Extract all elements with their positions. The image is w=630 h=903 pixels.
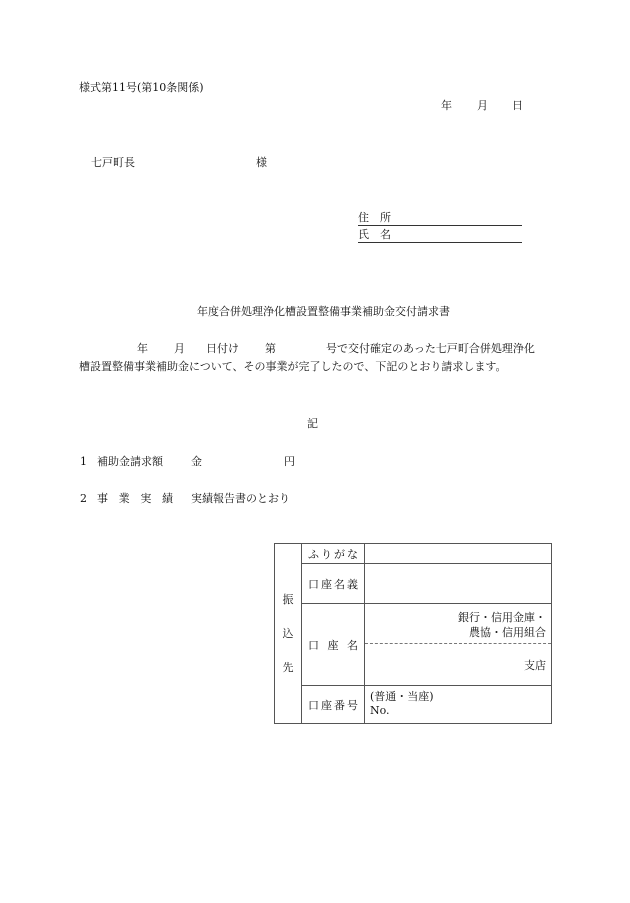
- body-year: 年: [137, 342, 148, 355]
- furigana-field[interactable]: [365, 544, 552, 564]
- account-name-field[interactable]: [365, 604, 552, 686]
- account-number-field[interactable]: [365, 686, 552, 724]
- bank-types-line2: 農協・信用組合: [469, 626, 546, 639]
- account-number-label: 口 座 番 号: [302, 686, 365, 724]
- item-1-value-prefix: 金: [191, 455, 202, 468]
- addressee-honorific: 様: [256, 156, 267, 169]
- body-day: 日付け: [206, 342, 239, 355]
- transfer-destination-label: [275, 544, 302, 724]
- side-label-char: 先: [282, 661, 294, 674]
- side-label-char: 振: [282, 593, 294, 606]
- applicant-address-line[interactable]: [358, 212, 522, 226]
- bank-types-line1: 銀行・信用金庫・: [458, 611, 546, 624]
- account-holder-field[interactable]: [365, 564, 552, 604]
- side-label-char: 込: [282, 627, 294, 640]
- date-day-label: 日: [512, 99, 523, 112]
- document-title: [197, 306, 450, 317]
- body-month: 月: [174, 342, 185, 355]
- ki-label: 記: [307, 417, 318, 430]
- item-2-label: [97, 493, 173, 504]
- item-2-number: 2: [80, 492, 87, 505]
- account-type-options: (普通・当座): [370, 690, 434, 703]
- date-year-label: 年: [441, 99, 452, 112]
- item-2-label-char: 績: [161, 492, 173, 505]
- item-2-label-char: 業: [118, 492, 130, 505]
- account-number-prefix: No.: [370, 704, 390, 717]
- bank-transfer-table: [274, 543, 552, 724]
- item-1-label: 補助金請求額: [97, 455, 163, 468]
- body-line2: 槽設置整備事業補助金について、その事業が完了したので、下記のとおり請求します。: [79, 360, 507, 373]
- branch-label: 支店: [524, 659, 546, 672]
- form-number: 様式第11号(第10条関係): [79, 81, 204, 94]
- addressee-name: 七戸町長: [91, 156, 135, 169]
- item-1-number: 1: [80, 455, 87, 468]
- item-1-value-suffix: 円: [284, 455, 295, 468]
- body-dai: 第: [265, 342, 276, 355]
- item-2-label-char: 事: [97, 492, 108, 505]
- account-name-label: 口 座 名: [302, 604, 365, 686]
- date-month-label: 月: [477, 99, 488, 112]
- title-main: 合併処理浄化槽設置整備事業補助金交付請求書: [219, 305, 450, 318]
- title-year-label: 年度: [197, 305, 219, 318]
- furigana-label: ふ り が な: [302, 544, 365, 564]
- item-2-value: 実績報告書のとおり: [191, 492, 290, 505]
- applicant-name-label: 氏 名: [358, 228, 391, 241]
- body-line1-rest: 号で交付確定のあった七戸町合併処理浄化: [326, 342, 535, 355]
- account-holder-label: 口 座 名 義: [302, 564, 365, 604]
- item-2-label-char: 実: [140, 492, 152, 505]
- applicant-address-label: 住 所: [358, 211, 391, 224]
- applicant-name-line[interactable]: [358, 229, 522, 243]
